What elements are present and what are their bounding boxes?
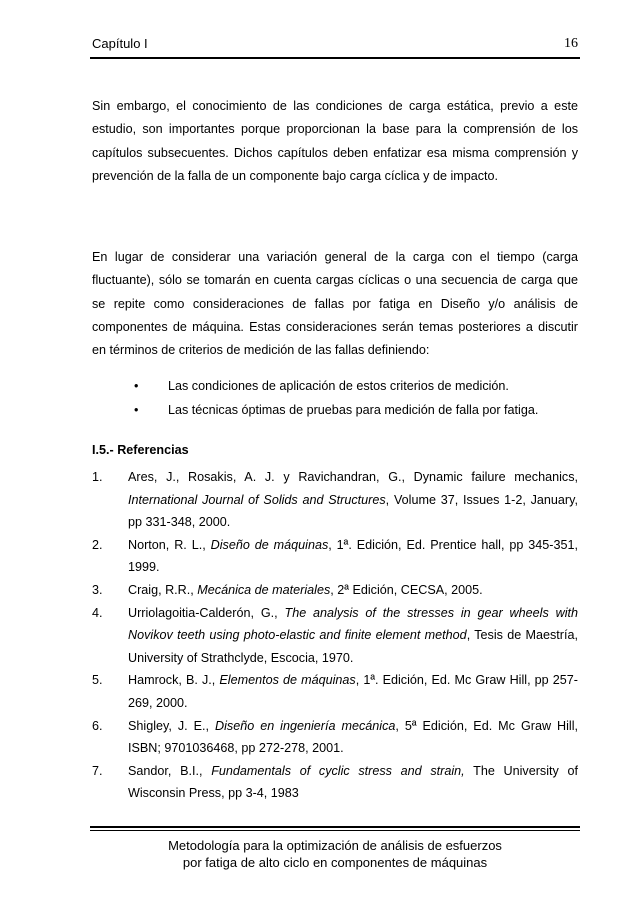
reference-item [92,579,578,602]
reference-item [92,669,578,714]
reference-item [92,534,578,579]
reference-details: The University of Wisconsin Press, pp 3-4, 1983 [128,763,578,801]
reference-number: 5. [92,673,103,688]
reference-title: Elementos de máquinas [219,673,356,688]
reference-title: Fundamentals of cyclic stress and strain, [211,763,465,778]
reference-title: International Journal of Solids and Structures [128,492,386,507]
references-heading: I.5.- Referencias [92,443,189,457]
reference-item [92,466,578,534]
bullet-item [92,378,578,402]
reference-details: , 2ª Edición, CECSA, 2005. [330,582,483,597]
reference-item [92,760,578,805]
header-rule [90,57,580,59]
reference-number: 2. [92,537,103,552]
header-chapter: Capítulo I [92,36,148,51]
references-list [92,466,578,805]
reference-item [92,715,578,760]
footer-rule [90,826,580,828]
page-number: 16 [564,36,578,51]
reference-authors: Sandor, B.I., [128,763,212,778]
footer-line-1: Metodología para la optimización de análisis de esfuerzos [168,838,502,853]
paragraph-2: En lugar de considerar una variación general de la carga con el tiempo (carga fluctuante), sólo se tomarán en cuenta cargas cíclicas o una secuencia de carga que se repite como consideraciones de fallas por fatiga en Diseño y/o análisis de componentes de máquina. Estas consideraciones serán temas posteriores a discutir en términos de criterios de medición de las fallas definiendo: [92,250,578,358]
reference-number: 3. [92,582,103,597]
footer [90,837,580,871]
footer-rule-thin [90,830,580,831]
bullet-text: Las condiciones de aplicación de estos criterios de medición. [168,379,509,393]
reference-authors: Ares, J., Rosakis, A. J. y Ravichandran, G., Dynamic failure mechanics, [128,470,578,484]
reference-title: Diseño en ingeniería mecánica [215,718,396,733]
bullet-icon: • [134,403,139,417]
reference-authors: Craig, R.R., [128,582,198,597]
reference-details: , Volume 37, Issues 1-2, January, pp 331-348, 2000. [128,492,578,530]
reference-authors: Hamrock, B. J., [128,673,220,688]
reference-authors: Urriolagoitia-Calderón, G., [128,605,285,620]
reference-number: 1. [92,470,103,484]
reference-details: , 5ª Edición, Ed. Mc Graw Hill, ISBN; 9701036468, pp 272-278, 2001. [128,718,579,756]
reference-title: Mecánica de materiales [197,582,331,597]
bullet-icon: • [134,379,139,393]
reference-title: The analysis of the stresses in gear wheels with Novikov teeth using photo-elastic and finite element method [128,605,578,643]
reference-title: Diseño de máquinas [210,537,329,552]
reference-authors: Norton, R. L., [128,537,211,552]
reference-details: , 1ª. Edición, Ed. Mc Graw Hill, pp 257-269, 2000. [128,673,578,710]
reference-details: , Tesis de Maestría, University of Strathclyde, Escocia, 1970. [128,628,579,665]
paragraph-1: Sin embargo, el conocimiento de las condiciones de carga estática, previo a este estudio, son importantes porque proporcionan la base para la comprensión de los capítulos subsecuentes. Dichos capítulos deben enfatizar esa misma comprensión y prevención de la falla de un componente bajo carga cíclica y de impacto. [92,99,578,183]
bullet-list [92,378,578,426]
reference-item [92,602,578,670]
reference-authors: Shigley, J. E., [128,718,216,733]
reference-details: , 1ª. Edición, Ed. Prentice hall, pp 345-351, 1999. [128,537,578,575]
footer-line-2: por fatiga de alto ciclo en componentes de máquinas [182,855,488,870]
bullet-text: Las técnicas óptimas de pruebas para medición de falla por fatiga. [168,403,539,417]
bullet-item [92,402,578,426]
reference-number: 4. [92,605,103,620]
reference-number: 7. [92,763,103,778]
reference-number: 6. [92,718,103,733]
